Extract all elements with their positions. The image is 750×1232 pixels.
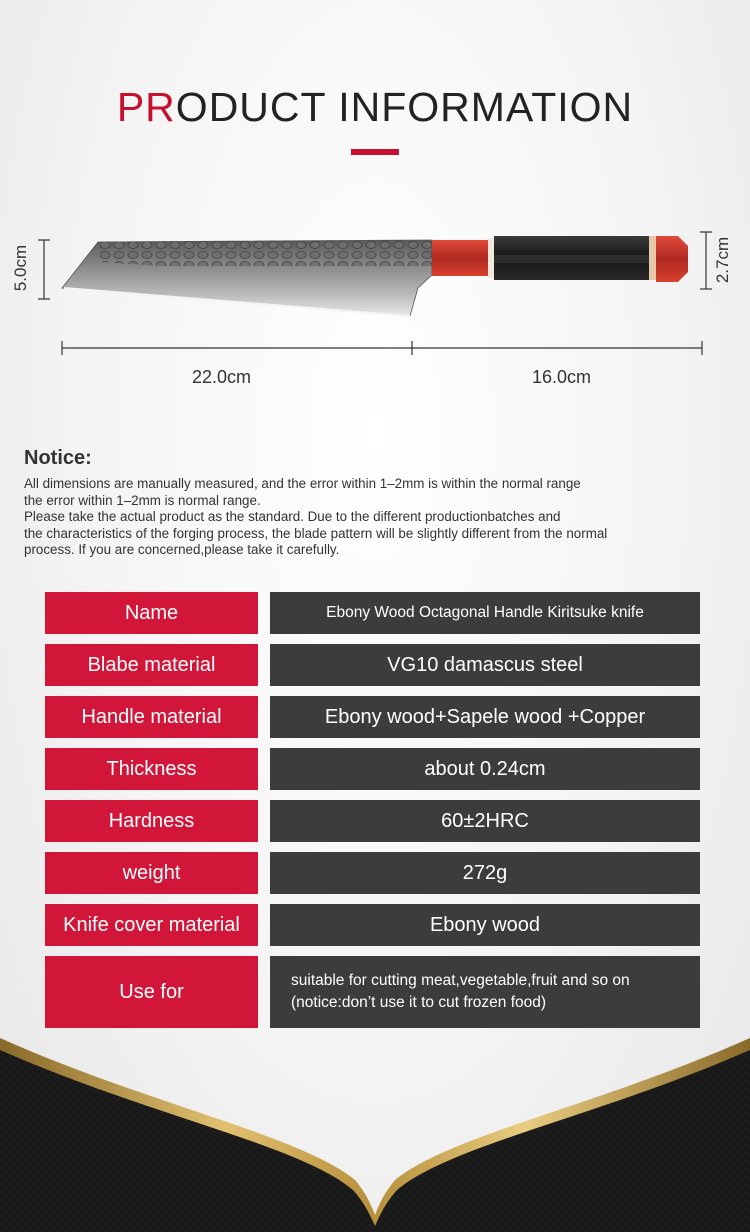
spec-row-thickness — [45, 748, 700, 790]
blade-hammered-zone — [100, 240, 432, 266]
notice-line: the characteristics of the forging process, the blade pattern will be slightly different from the normal — [24, 525, 608, 541]
spec-row-blade-material — [45, 644, 700, 686]
spec-label: Hardness — [45, 800, 258, 842]
notice-text — [24, 476, 739, 559]
endcap-red — [656, 236, 688, 282]
spec-value: Ebony Wood Octagonal Handle Kiritsuke knife — [270, 592, 700, 634]
title-accent: PR — [116, 84, 176, 130]
handle-height-label: 2.7cm — [713, 236, 733, 284]
spec-value-line: suitable for cutting meat,vegetable,fruit and so on — [291, 972, 630, 989]
notice-line: process. If you are concerned,please take it carefully. — [24, 542, 340, 558]
handle-length-label: 16.0cm — [532, 367, 592, 387]
spec-label: Handle material — [45, 696, 258, 738]
spec-label: Use for — [45, 956, 258, 1028]
spec-row-name — [45, 592, 700, 634]
spec-value: Ebony wood — [270, 904, 700, 946]
spec-row-use-for — [45, 956, 700, 1028]
spec-value: 60±2HRC — [270, 800, 700, 842]
spacer-copper — [649, 236, 656, 280]
blade-length-label: 22.0cm — [192, 367, 252, 387]
spec-row-cover-material — [45, 904, 700, 946]
bolster-red — [432, 240, 488, 276]
spec-label: weight — [45, 852, 258, 894]
notice-line: Please take the actual product as the standard. Due to the different productionbatches and — [24, 509, 561, 525]
spec-value: 272g — [270, 852, 700, 894]
spec-value: VG10 damascus steel — [270, 644, 700, 686]
spec-value: about 0.24cm — [270, 748, 700, 790]
title-rest: ODUCT INFORMATION — [175, 84, 634, 130]
spec-value-line: (notice:don’t use it to cut frozen food) — [291, 994, 547, 1011]
spec-row-weight — [45, 852, 700, 894]
notice-title: Notice: — [24, 447, 92, 469]
spec-row-handle-material — [45, 696, 700, 738]
notice-line: the error within 1–2mm is normal range. — [24, 492, 261, 508]
spacer-white — [488, 238, 494, 278]
decorative-footer — [0, 1030, 750, 1232]
spec-label: Name — [45, 592, 258, 634]
spec-row-hardness — [45, 800, 700, 842]
blade-height-label: 5.0cm — [11, 244, 31, 292]
notice-line: All dimensions are manually measured, and the error within 1–2mm is within the normal range — [24, 476, 581, 491]
spec-value: Ebony wood+Sapele wood +Copper — [270, 696, 700, 738]
knife-illustration — [0, 0, 750, 400]
dark-panel — [0, 1050, 750, 1232]
spec-label: Knife cover material — [45, 904, 258, 946]
spec-label: Blabe material — [45, 644, 258, 686]
spec-label: Thickness — [45, 748, 258, 790]
spec-value — [270, 956, 700, 1028]
